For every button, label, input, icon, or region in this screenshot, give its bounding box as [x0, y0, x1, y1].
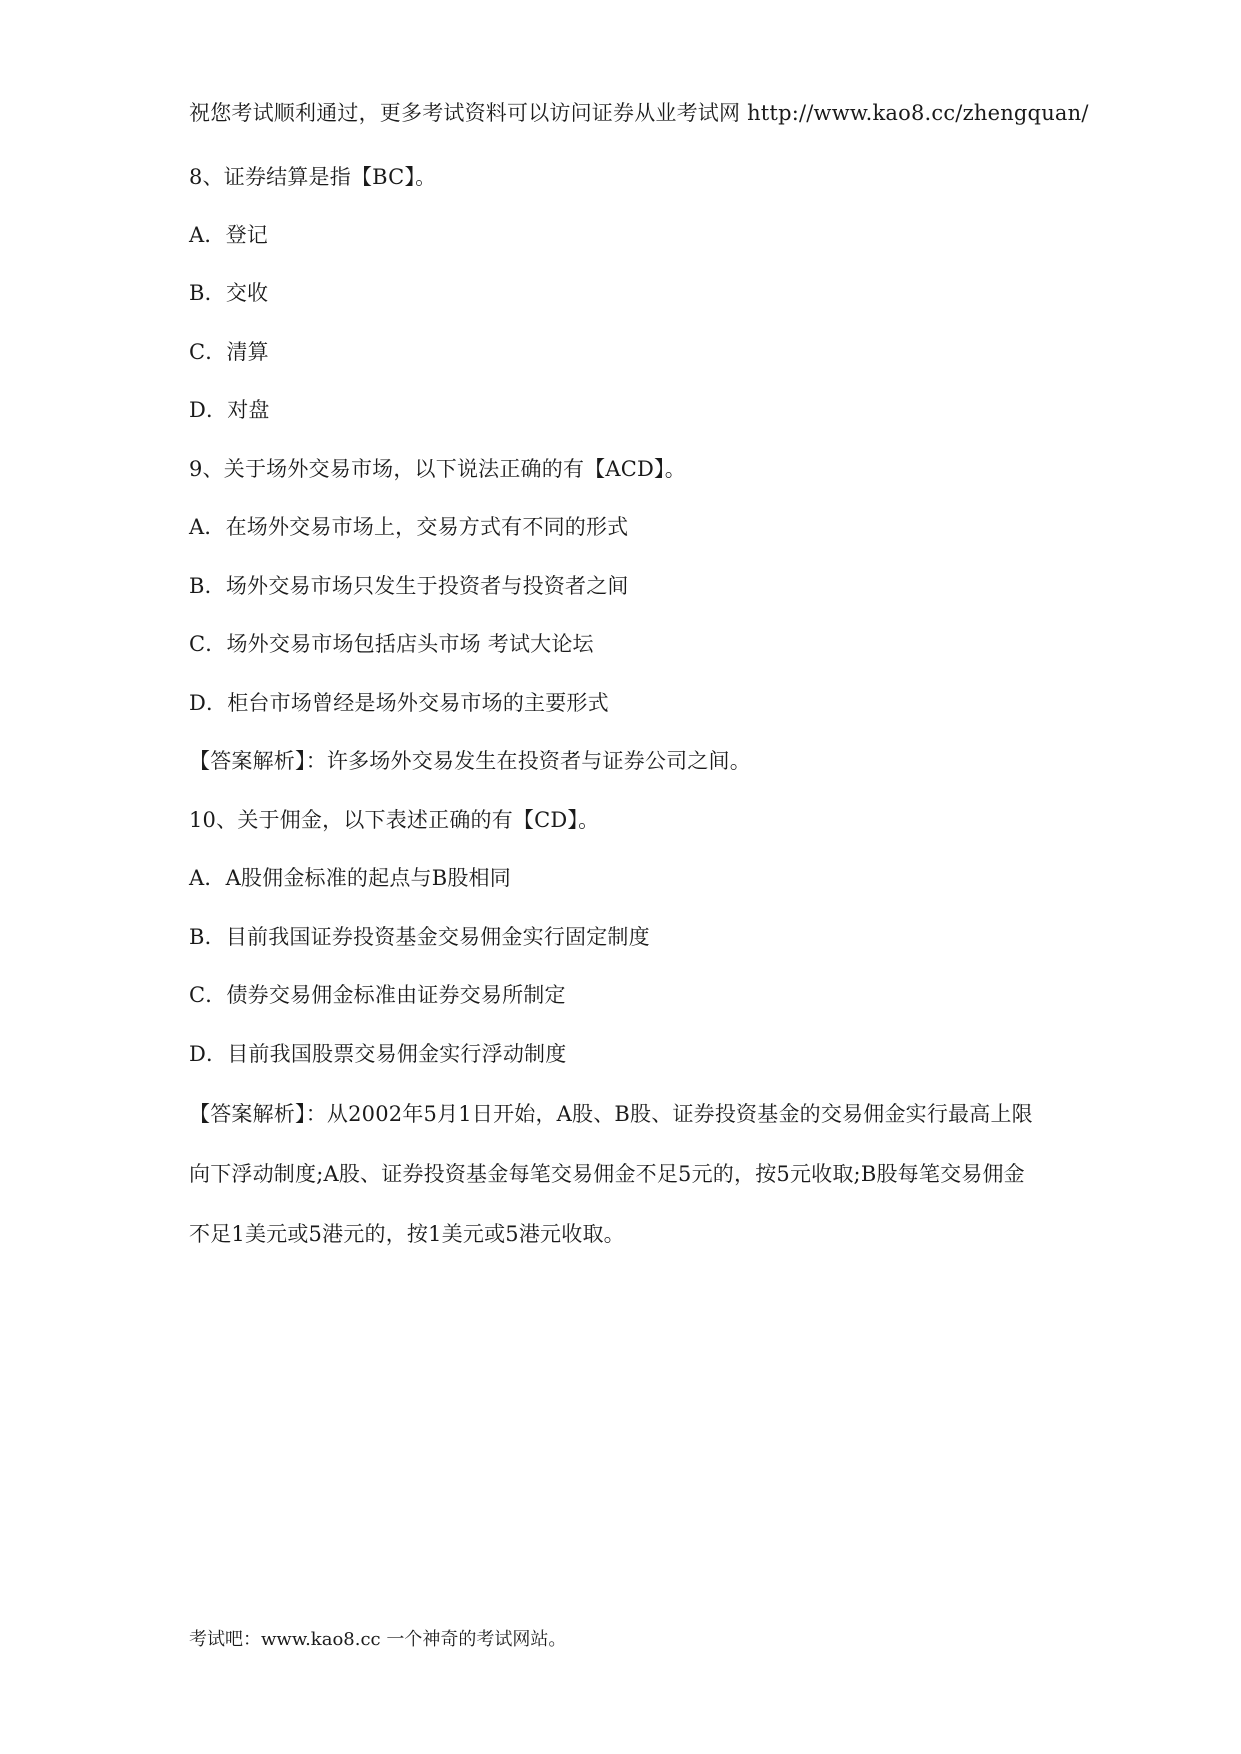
question-8-option-d: D．对盘: [189, 398, 270, 422]
question-9-stem: 9、关于场外交易市场，以下说法正确的有【ACD】。: [189, 457, 686, 481]
question-10-analysis-line-1: 【答案解析】：从2002年5月1日开始，A股、B股、证券投资基金的交易佣金实行最高上限: [189, 1102, 1033, 1126]
question-9-option-a: A．在场外交易市场上，交易方式有不同的形式: [189, 515, 629, 539]
question-10-option-d: D．目前我国股票交易佣金实行浮动制度: [189, 1042, 567, 1066]
footer-text: 考试吧：www.kao8.cc 一个神奇的考试网站。: [189, 1629, 567, 1650]
question-9-analysis: 【答案解析】：许多场外交易发生在投资者与证券公司之间。: [189, 749, 751, 773]
question-10-analysis-line-3: 不足1美元或5港元的，按1美元或5港元收取。: [189, 1222, 625, 1246]
question-8-stem: 8、证券结算是指【BC】。: [189, 165, 437, 189]
question-8-option-c: C．清算: [189, 340, 269, 364]
header-text: 祝您考试顺利通过，更多考试资料可以访问证券从业考试网 http://www.kao8.cc/zhengquan/: [189, 101, 1089, 125]
question-10-stem: 10、关于佣金，以下表述正确的有【CD】。: [189, 808, 600, 832]
question-9-option-b: B．场外交易市场只发生于投资者与投资者之间: [189, 574, 629, 598]
question-9-option-c: C．场外交易市场包括店头市场 考试大论坛: [189, 632, 594, 656]
question-8-option-b: B．交收: [189, 281, 269, 305]
question-9-option-d: D．柜台市场曾经是场外交易市场的主要形式: [189, 691, 609, 715]
question-10-option-a: A．A股佣金标准的起点与B股相同: [189, 866, 511, 890]
question-10-option-b: B．目前我国证券投资基金交易佣金实行固定制度: [189, 925, 650, 949]
question-10-analysis-line-2: 向下浮动制度;A股、证券投资基金每笔交易佣金不足5元的，按5元收取;B股每笔交易佣金: [189, 1162, 1025, 1186]
question-8-option-a: A．登记: [189, 223, 268, 247]
question-10-option-c: C．债券交易佣金标准由证券交易所制定: [189, 983, 566, 1007]
